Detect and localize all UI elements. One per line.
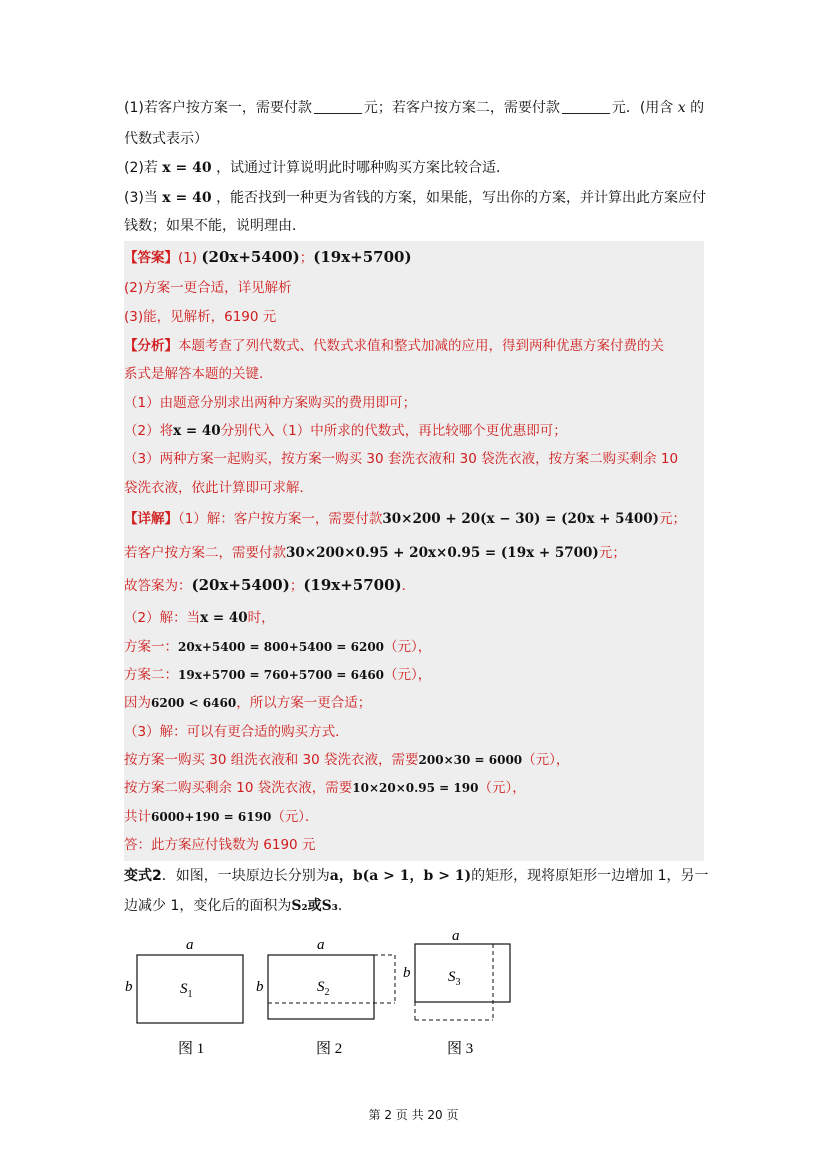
detail-d4-math: x = 40	[200, 610, 248, 626]
q3-text-a: (3)当	[124, 190, 158, 206]
detail-d3-a: 故答案为：	[124, 578, 192, 594]
question-2	[124, 157, 510, 177]
figure-3	[403, 928, 510, 1057]
figure-3-rect	[415, 944, 510, 1002]
analysis-l4-a: （2）将	[124, 423, 174, 439]
detail-line-10	[124, 776, 526, 796]
figure-2-s-label: $S_2$	[317, 979, 330, 998]
detail-d1-math: 30×200 + 20(x − 30) = (20x + 5400)	[382, 511, 660, 527]
figure-3-b-label: b	[403, 965, 411, 981]
variant-l1-a: ．如图，一块原边长分别为	[161, 868, 330, 884]
detail-d10-b: （元），	[478, 780, 526, 796]
variant-l2-a: 边减少 1，变化后的面积为	[124, 898, 292, 914]
figure-2	[256, 937, 395, 1057]
detail-d1-b: 元；	[659, 511, 687, 527]
q1-text-a: (1)若客户按方案一，需要付款	[124, 100, 312, 116]
answer-expr-2: (19x+5700)	[313, 248, 412, 266]
analysis-line-3: （1）由题意分别求出两种方案购买的费用即可；	[124, 395, 417, 411]
answer-tag: 【答案】	[124, 250, 178, 266]
variant-line-1	[124, 865, 709, 885]
detail-d6-a: 方案二：	[124, 667, 178, 683]
answer-line-2: (2)方案一更合适，详见解析	[124, 280, 292, 296]
variant-l2-math: S₂或S₃	[291, 898, 338, 914]
q1-text-b: 元；若客户按方案二，需要付款	[363, 100, 560, 116]
answer-line-1	[124, 246, 412, 266]
variant-line-2	[124, 895, 352, 915]
detail-line-5	[124, 635, 431, 655]
detail-d7-math: 6200 < 6460	[151, 696, 237, 710]
analysis-line-4	[124, 419, 567, 439]
analysis-line-5: （3）两种方案一起购买，按方案一购买 30 套洗衣液和 30 袋洗衣液，按方案二购买剩余 10	[124, 451, 679, 467]
detail-d10-a: 按方案二购买剩余 10 袋洗衣液，需要	[124, 780, 353, 796]
detail-line-6	[124, 663, 431, 683]
q1-text-c: 元．(用含	[611, 100, 674, 116]
variant-l1-b: 的矩形，现将原矩形一边增加 1，另一	[471, 868, 709, 884]
detail-d3-separator: ；	[289, 578, 304, 594]
detail-d10-math: 10×20×0.95 = 190	[352, 781, 479, 795]
answer-line-3: (3)能，见解析，6190 元	[124, 309, 277, 325]
figure-3-caption: 图 3	[447, 1041, 474, 1057]
detail-d5-math: 20x+5400 = 800+5400 = 6200	[178, 640, 385, 654]
detail-d3-expr-1: (20x+5400)	[191, 576, 290, 594]
figure-1	[125, 937, 243, 1057]
analysis-l4-b: 分别代入（1）中所求的代数式，再比较哪个更优惠即可；	[220, 423, 567, 439]
detail-d6-math: 19x+5700 = 760+5700 = 6460	[178, 668, 385, 682]
analysis-line-6: 袋洗衣液，依此计算即可求解．	[124, 480, 313, 496]
q1-continued: 代数式表示）	[124, 131, 208, 147]
detail-d2-b: 元；	[598, 545, 626, 561]
q3-math: x = 40	[162, 190, 212, 206]
detail-d9-math: 200×30 = 6000	[418, 753, 523, 767]
detail-d9-b: （元），	[522, 752, 570, 768]
variant-l2-b: ．	[337, 898, 352, 914]
figure-3-s-label: $S_3$	[448, 969, 461, 988]
answer-blank	[562, 99, 610, 114]
detail-line-9	[124, 748, 569, 768]
detail-line-12: 答：此方案应付钱数为 6190 元	[124, 837, 316, 853]
detail-d3-b: ．	[401, 578, 416, 594]
detail-d11-a: 共计	[124, 809, 151, 825]
figure-2-caption: 图 2	[316, 1041, 343, 1057]
analysis-l4-math: x = 40	[173, 423, 221, 439]
q3-text-b: ，能否找到一种更为省钱的方案，如果能，写出你的方案，并计算出此方案应付	[216, 190, 707, 206]
detail-d2-a: 若客户按方案二，需要付款	[124, 545, 286, 561]
answer-prefix: (1)	[178, 250, 198, 266]
figure-2-a-label: a	[317, 937, 325, 953]
detail-d9-a: 按方案一购买 30 组洗衣液和 30 袋洗衣液，需要	[124, 752, 419, 768]
detail-tag: 【详解】	[124, 511, 178, 527]
q3-continued: 钱数；如果不能，说明理由．	[124, 218, 306, 234]
question-3	[124, 187, 706, 207]
page-footer: 第 2 页 共 20 页	[368, 1108, 459, 1122]
figure-1-s-label: $S_1$	[180, 981, 193, 1000]
detail-line-2	[124, 541, 626, 561]
detail-d5-a: 方案一：	[124, 639, 178, 655]
analysis-line-1	[124, 334, 664, 354]
detail-d2-math: 30×200×0.95 + 20x×0.95 = (19x + 5700)	[286, 545, 599, 561]
q2-text-a: (2)若	[124, 160, 158, 176]
answer-blank	[314, 99, 362, 114]
detail-line-4	[124, 606, 275, 626]
detail-line-8: （3）解：可以有更合适的购买方式．	[124, 724, 349, 740]
analysis-line-2: 系式是解答本题的关键．	[124, 366, 273, 382]
detail-d6-b: （元），	[384, 667, 432, 683]
detail-d11-math: 6000+190 = 6190	[151, 810, 272, 824]
question-1	[124, 98, 706, 118]
q1-variable: x	[677, 100, 686, 116]
q2-math: x = 40	[162, 160, 212, 176]
analysis-text: 本题考查了列代数式、代数式求值和整式加减的应用，得到两种优惠方案付费的关	[178, 338, 664, 354]
detail-line-3	[124, 574, 415, 594]
analysis-tag: 【分析】	[124, 338, 178, 354]
q2-text-b: ，试通过计算说明此时哪种购买方案比较合适．	[216, 160, 511, 176]
rectangle-figures	[0, 925, 827, 1065]
figure-2-b-label: b	[256, 979, 264, 995]
detail-d3-expr-2: (19x+5700)	[303, 576, 402, 594]
detail-d1-a: （1）解：客户按方案一，需要付款	[178, 511, 383, 527]
figure-3-a-label: a	[452, 928, 460, 944]
detail-line-7	[124, 691, 371, 711]
detail-d11-b: （元）．	[271, 809, 319, 825]
detail-d7-b: ，所以方案一更合适；	[236, 695, 372, 711]
q1-text-d: 的	[690, 100, 705, 116]
detail-d7-a: 因为	[124, 695, 151, 711]
detail-d4-b: 时，	[247, 610, 275, 626]
figure-1-a-label: a	[186, 937, 194, 953]
detail-d5-b: （元），	[384, 639, 432, 655]
detail-d4-a: （2）解：当	[124, 610, 201, 626]
figure-1-caption: 图 1	[178, 1041, 205, 1057]
detail-line-1	[124, 507, 686, 527]
answer-separator: ；	[299, 250, 314, 266]
answer-expr-1: (20x+5400)	[201, 248, 300, 266]
variant-label: 变式2	[124, 868, 162, 884]
detail-line-11	[124, 805, 319, 825]
variant-l1-math: a，b(a > 1，b > 1)	[329, 868, 472, 884]
figure-1-b-label: b	[125, 979, 133, 995]
